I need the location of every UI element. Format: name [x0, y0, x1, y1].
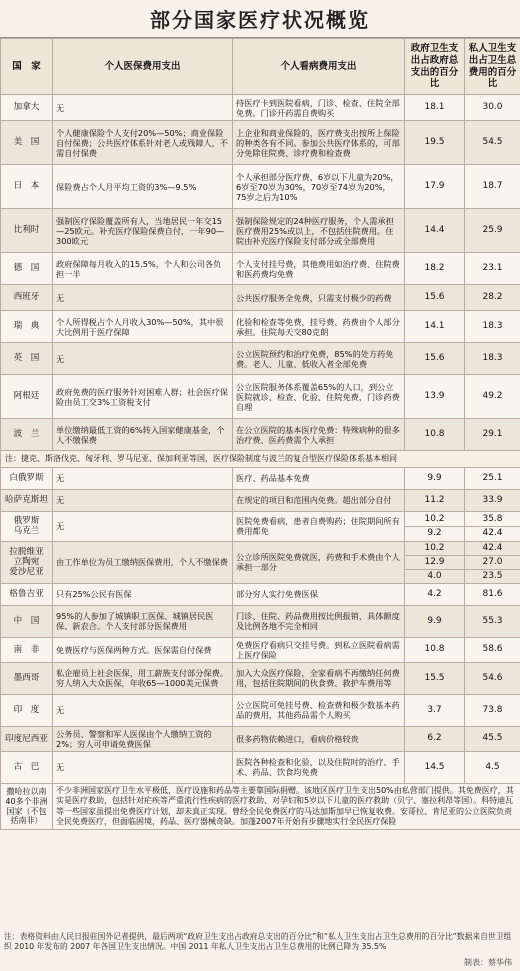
- country-cell: 拉脱维亚 立陶宛 爱沙尼亚: [1, 541, 53, 583]
- table-row: [1, 637, 520, 662]
- value-stack: [405, 513, 464, 540]
- value-item: 35.8: [465, 513, 520, 527]
- value-item: 27.0: [465, 556, 520, 570]
- table-row: [1, 209, 520, 253]
- gov-share-cell: [405, 511, 465, 541]
- country-cell: 比利时: [1, 209, 53, 253]
- note-row: [1, 451, 520, 468]
- table-row: [1, 285, 520, 311]
- insurance-cell: 强制医疗保险覆盖所有人，当地居民一年交15—25欧元。补充医疗保险保费自付，一年90—300欧元: [53, 209, 233, 253]
- private-share-cell: 25.1: [465, 467, 520, 489]
- country-cell: 美 国: [1, 121, 53, 165]
- insurance-cell: 公务员、警察和军人医保由个人缴纳工资的2%；穷人可申请免费医保: [53, 726, 233, 751]
- gov-share-cell: 10.8: [405, 637, 465, 662]
- insurance-cell: 无: [53, 511, 233, 541]
- value-item: 23.5: [482, 570, 503, 581]
- insurance-cell: 无: [53, 489, 233, 511]
- treatment-cell: 公共医疗服务全免费，只需支付极少的药费: [233, 285, 405, 311]
- country-cell: 俄罗斯 乌克兰: [1, 511, 53, 541]
- gov-share-cell: 15.5: [405, 662, 465, 694]
- gov-share-cell: [405, 541, 465, 583]
- insurance-cell: 保险费占个人月平均工资的3%—9.5%: [53, 165, 233, 209]
- value-item: 42.4: [465, 542, 520, 556]
- table-row: [1, 583, 520, 605]
- insurance-cell: 政府保障每月收入的15.5%，个人和公司各负担一半: [53, 253, 233, 285]
- gov-share-cell: 3.7: [405, 694, 465, 726]
- value-item: 9.2: [427, 527, 442, 538]
- table-row: [1, 489, 520, 511]
- country-cell: 古 巴: [1, 751, 53, 783]
- gov-share-cell: 19.5: [405, 121, 465, 165]
- value-stack: [465, 513, 520, 540]
- country-cell: 印度尼西亚: [1, 726, 53, 751]
- value-stack: [405, 542, 464, 583]
- country-cell: 瑞 典: [1, 311, 53, 343]
- insurance-cell: 个人健康保险个人支付20%—50%；商业保险自付保费；公共医疗体系针对老人或残障人，不需自付保费: [53, 121, 233, 165]
- insurance-cell: 无: [53, 467, 233, 489]
- gov-share-cell: 11.2: [405, 489, 465, 511]
- country-cell: 哈萨克斯坦: [1, 489, 53, 511]
- table-row: [1, 95, 520, 121]
- africa-text: 不少非洲国家医疗卫生水平极低，医疗设施和药品等主要靠国际捐赠。该地区医疗卫生支出50%由私营部门提供。其免费医疗，其实是医疗救助，包括针对疟疾等严重流行性疾病的医疗救助、对孕妇和5岁以下儿童的医疗救助（贝宁、塞拉利昂等国）。科特迪瓦等一些国家虽提出免费医疗计划，却未真正实现。曾经全民免费医疗的马达加斯加早已恢复收费。安哥拉、肯尼亚的公立医院负责全民免费医疗，但面临困境，药品、医疗器械奇缺。加蓬2007年开始有步骤地实行全民医疗保险: [53, 783, 520, 830]
- treatment-cell: 公立诊所医院免费就医，药费和手术费由个人承担一部分: [233, 541, 405, 583]
- country-cell: 英 国: [1, 343, 53, 375]
- gov-share-cell: 18.1: [405, 95, 465, 121]
- table-row: [1, 253, 520, 285]
- treatment-cell: 医院各种检查和化验，以及住院时的治疗、手术、药品、饮食均免费: [233, 751, 405, 783]
- insurance-cell: 95%的人参加了城镇职工医保、城镇居民医保、新农合。个人支付部分医保费用: [53, 605, 233, 637]
- country-cell: 印 度: [1, 694, 53, 726]
- table-row: [1, 467, 520, 489]
- private-share-cell: [465, 511, 520, 541]
- treatment-cell: 在公立医院的基本医疗免费：特殊病种的很多治疗费、医药费需个人承担: [233, 419, 405, 451]
- treatment-cell: 在规定的项目和范围内免费。超出部分自付: [233, 489, 405, 511]
- treatment-cell: 强制保险规定的24种医疗服务，个人需承担医疗费用25%或以上，不包括住院费用。住院由补充医疗保险支付部分或全部费用: [233, 209, 405, 253]
- table-row: [1, 311, 520, 343]
- country-cell: 格鲁吉亚: [1, 583, 53, 605]
- private-share-cell: 18.7: [465, 165, 520, 209]
- table-row: [1, 165, 520, 209]
- treatment-cell: 很多药物依赖进口，看病价格较贵: [233, 726, 405, 751]
- health-table: [0, 38, 520, 830]
- gov-share-cell: 14.1: [405, 311, 465, 343]
- country-cell: 西班牙: [1, 285, 53, 311]
- table-row: [1, 726, 520, 751]
- private-share-cell: 58.6: [465, 637, 520, 662]
- insurance-cell: 无: [53, 343, 233, 375]
- treatment-cell: 化验和检查等免费，挂号费、药费由个人部分承担。住院每天交80克朗: [233, 311, 405, 343]
- country-cell: 阿根廷: [1, 375, 53, 419]
- table-row: [1, 541, 520, 583]
- treatment-cell: 部分穷人实行免费医保: [233, 583, 405, 605]
- private-share-cell: 30.0: [465, 95, 520, 121]
- insurance-cell: 单位缴纳最低工资的6%转入国家健康基金，个人不缴保费: [53, 419, 233, 451]
- private-share-cell: 45.5: [465, 726, 520, 751]
- private-share-cell: 18.3: [465, 343, 520, 375]
- country-cell: 波 兰: [1, 419, 53, 451]
- gov-share-cell: 10.8: [405, 419, 465, 451]
- value-item: 12.9: [405, 556, 464, 570]
- insurance-cell: 无: [53, 751, 233, 783]
- insurance-cell: 由工作单位为员工缴纳医保费用，个人不缴保费: [53, 541, 233, 583]
- private-share-cell: 54.6: [465, 662, 520, 694]
- gov-share-cell: 17.9: [405, 165, 465, 209]
- treatment-cell: 公立医院服务体系覆盖65%的人口，到公立医院就诊、检查、化验、住院免费，门诊药费自理: [233, 375, 405, 419]
- value-stack: [465, 542, 520, 583]
- treatment-cell: 医疗、药品基本免费: [233, 467, 405, 489]
- value-item: 10.2: [405, 542, 464, 556]
- country-cell: 白俄罗斯: [1, 467, 53, 489]
- insurance-cell: 无: [53, 95, 233, 121]
- private-share-cell: 73.8: [465, 694, 520, 726]
- private-share-cell: 23.1: [465, 253, 520, 285]
- maker-credit: 制表：蔡华伟: [464, 958, 512, 967]
- gov-share-cell: 14.4: [405, 209, 465, 253]
- private-share-cell: 33.9: [465, 489, 520, 511]
- private-share-cell: 18.3: [465, 311, 520, 343]
- private-share-cell: 49.2: [465, 375, 520, 419]
- insurance-cell: 无: [53, 694, 233, 726]
- insurance-cell: 只有25%公民有医保: [53, 583, 233, 605]
- treatment-cell: 持医疗卡到医院看病，门诊、检查、住院全部免费。门诊开药需自费购买: [233, 95, 405, 121]
- gov-share-cell: 14.5: [405, 751, 465, 783]
- gov-share-cell: 15.6: [405, 285, 465, 311]
- private-share-cell: [465, 541, 520, 583]
- treatment-cell: 个人承担部分医疗费，6岁以下儿童为20%，6岁至70岁为30%，70岁至74岁为20%，75岁之后为10%: [233, 165, 405, 209]
- treatment-cell: 公立医院可免挂号费、检查费和极少数基本药品的费用，其他药品需个人购买: [233, 694, 405, 726]
- treatment-cell: 免费医疗看病只交挂号费。到私立医院看病需上医疗保险: [233, 637, 405, 662]
- gov-share-cell: 15.6: [405, 343, 465, 375]
- page-title: 部分国家医疗状况概览: [0, 0, 520, 38]
- africa-label: 撒哈拉以南40多个非洲国家（不包括南非）: [1, 783, 53, 830]
- header-country: 国 家: [1, 39, 53, 95]
- private-share-cell: 55.3: [465, 605, 520, 637]
- note-text: 注：捷克、斯洛伐克、匈牙利、罗马尼亚、保加利亚等国，医疗保险制度与波兰的复合型医疗保险体系基本相同: [1, 451, 520, 468]
- footnote: 注：表格资料由人民日报驻国外记者提供，最后两项“政府卫生支出占政府总支出的百分比”和“私人卫生支出占卫生总费用的百分比”数据来自世卫组织 2010 年发布的 2007 年各国卫生支出情况。中国 2011 年私人卫生支出占卫生总费用的比例已降为 35.5%: [4, 931, 512, 952]
- country-cell: 中 国: [1, 605, 53, 637]
- country-cell: 南 非: [1, 637, 53, 662]
- table-row: [1, 511, 520, 541]
- country-cell: 墨西哥: [1, 662, 53, 694]
- private-share-cell: 28.2: [465, 285, 520, 311]
- treatment-cell: 公立医院预约和治疗免费，85%的处方药免费。老人、儿童、低收入者全部免费: [233, 343, 405, 375]
- table-row: [1, 121, 520, 165]
- insurance-cell: 免费医疗与医保两种方式。医保需自付保费: [53, 637, 233, 662]
- gov-share-cell: 9.9: [405, 467, 465, 489]
- insurance-cell: 私企雇员上社会医保，用工薪族支付部分保费。穷人纳入大众医保，年收65—1000美元保费: [53, 662, 233, 694]
- treatment-cell: 门诊、住院、药品费用按比例报销，具体额度及比例各地不完全相同: [233, 605, 405, 637]
- country-cell: 加拿大: [1, 95, 53, 121]
- gov-share-cell: 9.9: [405, 605, 465, 637]
- africa-row: [1, 783, 520, 830]
- treatment-cell: 个人支付挂号费，其他费用如治疗费、住院费和医药费均免费: [233, 253, 405, 285]
- insurance-cell: 个人所得税占个人月收入30%—50%，其中很大比例用于医疗保障: [53, 311, 233, 343]
- table-row: [1, 662, 520, 694]
- insurance-cell: 无: [53, 285, 233, 311]
- value-item: 10.2: [405, 513, 464, 527]
- private-share-cell: 4.5: [465, 751, 520, 783]
- private-share-cell: 54.5: [465, 121, 520, 165]
- table-row: [1, 343, 520, 375]
- private-share-cell: 25.9: [465, 209, 520, 253]
- table-row: [1, 694, 520, 726]
- treatment-cell: 上企业和商业保险的，医疗费支出按所上保险的种类各有不同。参加公共医疗体系的，可部分免除住院费、诊疗费和检查费: [233, 121, 405, 165]
- header-insurance: 个人医保费用支出: [53, 39, 233, 95]
- private-share-cell: 81.6: [465, 583, 520, 605]
- table-row: [1, 751, 520, 783]
- gov-share-cell: 13.9: [405, 375, 465, 419]
- table-row: [1, 375, 520, 419]
- table-row: [1, 419, 520, 451]
- header-treatment: 个人看病费用支出: [233, 39, 405, 95]
- value-item: 42.4: [482, 527, 503, 538]
- insurance-cell: 政府免费的医疗服务针对困难人群；社会医疗保险由员工交3%工资税支付: [53, 375, 233, 419]
- header-private-share: 私人卫生支出占卫生总费用的百分比: [465, 39, 520, 95]
- value-item: 4.0: [427, 570, 442, 581]
- country-cell: 德 国: [1, 253, 53, 285]
- header-row: [1, 39, 520, 95]
- table-row: [1, 605, 520, 637]
- header-gov-share: 政府卫生支出占政府总支出的百分比: [405, 39, 465, 95]
- treatment-cell: 医院免费看病，患者自费购药；住院期间所有费用都免: [233, 511, 405, 541]
- country-cell: 日 本: [1, 165, 53, 209]
- gov-share-cell: 18.2: [405, 253, 465, 285]
- treatment-cell: 加入大众医疗保险，全家看病不再缴纳任何费用，包括住院期间的伙食费、救护车费用等: [233, 662, 405, 694]
- private-share-cell: 29.1: [465, 419, 520, 451]
- gov-share-cell: 6.2: [405, 726, 465, 751]
- gov-share-cell: 4.2: [405, 583, 465, 605]
